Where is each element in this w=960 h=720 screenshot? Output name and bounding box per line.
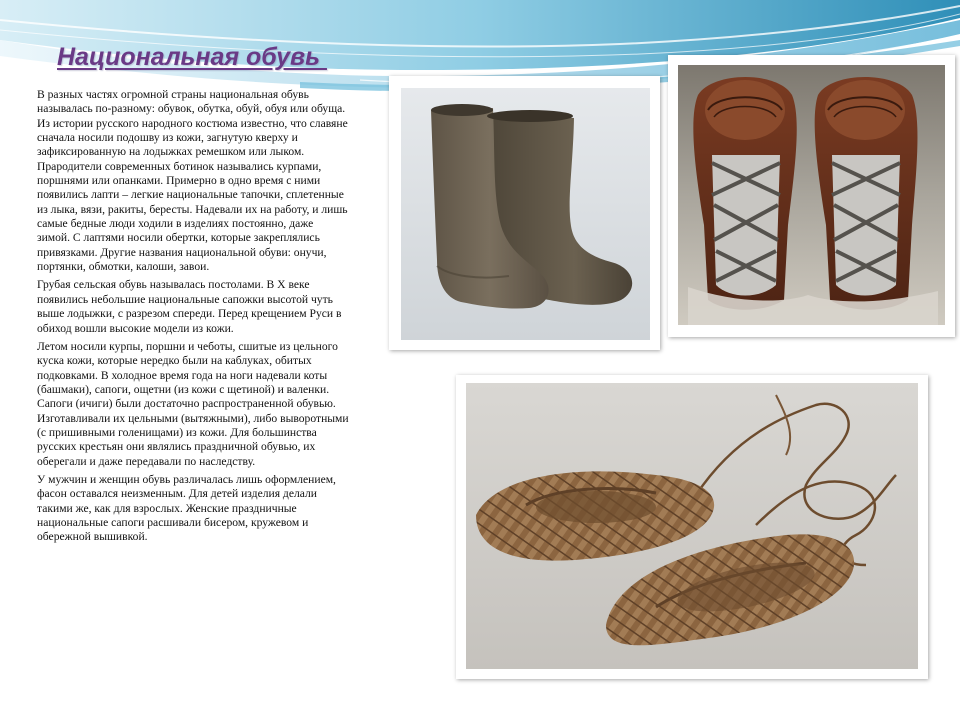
paragraph-1: В разных частях огромной страны национальная обувь называлась по-разному: обувок, обутка, обуй, обуя или обуща. Из истории русского народного костюма известно, что славяне сначала носили подошву из кожи, загнутую кверху и зафиксированную на лодыжках ремешком или лыком. Прародители современных ботинок назывались курпами, поршнями или опанками. Примерно в одно время с ними появились лапти – легкие национальные тапочки, сплетенные из лыка, вязи, ракиты, бересты. Надевали их на работу, и лишь самые бедные люди ходили в изделиях постоянно, даже зимой. С лаптями носили обертки, которые закреплялись привязками. Другие названия национальной обуви: онучи, портянки, обмотки, калоши, завои. bbox=[37, 88, 348, 274]
paragraph-2: Грубая сельская обувь называлась постолами. В X веке появились небольшие национальные сапожки высотой чуть выше лодыжки, с разрезом спереди. Перед крещением Руси в обиход вошли высокие модели из кожи. bbox=[37, 278, 342, 335]
leather-shoes-photo bbox=[668, 55, 955, 337]
bast-shoes-photo bbox=[456, 375, 928, 679]
felt-boots-photo bbox=[389, 76, 660, 350]
slide-title: Национальная обувь bbox=[57, 43, 327, 71]
body-text bbox=[37, 88, 349, 549]
paragraph-4: У мужчин и женщин обувь различалась лишь оформлением, фасон оставался неизменным. Для детей изделия делали такими же, как для взрослых. Женские праздничные национальные сапоги расшивали бисером, кружевом и обережной вышивкой. bbox=[37, 472, 336, 544]
paragraph-3: Летом носили курпы, поршни и чеботы, сшитые из цельного куска кожи, которые нередко были на каблуках, обитых подковками. В холодное время года на ноги надевали коты (башмаки), сапоги, ощетни (из кожи с щетиной) и валенки. Сапоги (ичиги) были достаточно распространенной обувью. Изготавливали их цельными (вытяжными), либо выворотными (с пришивными голенищами) из кожи. Для большинства русских крестьян они являлись праздничной обувью, их оберегали и даже передавали по наследству. bbox=[37, 339, 349, 468]
